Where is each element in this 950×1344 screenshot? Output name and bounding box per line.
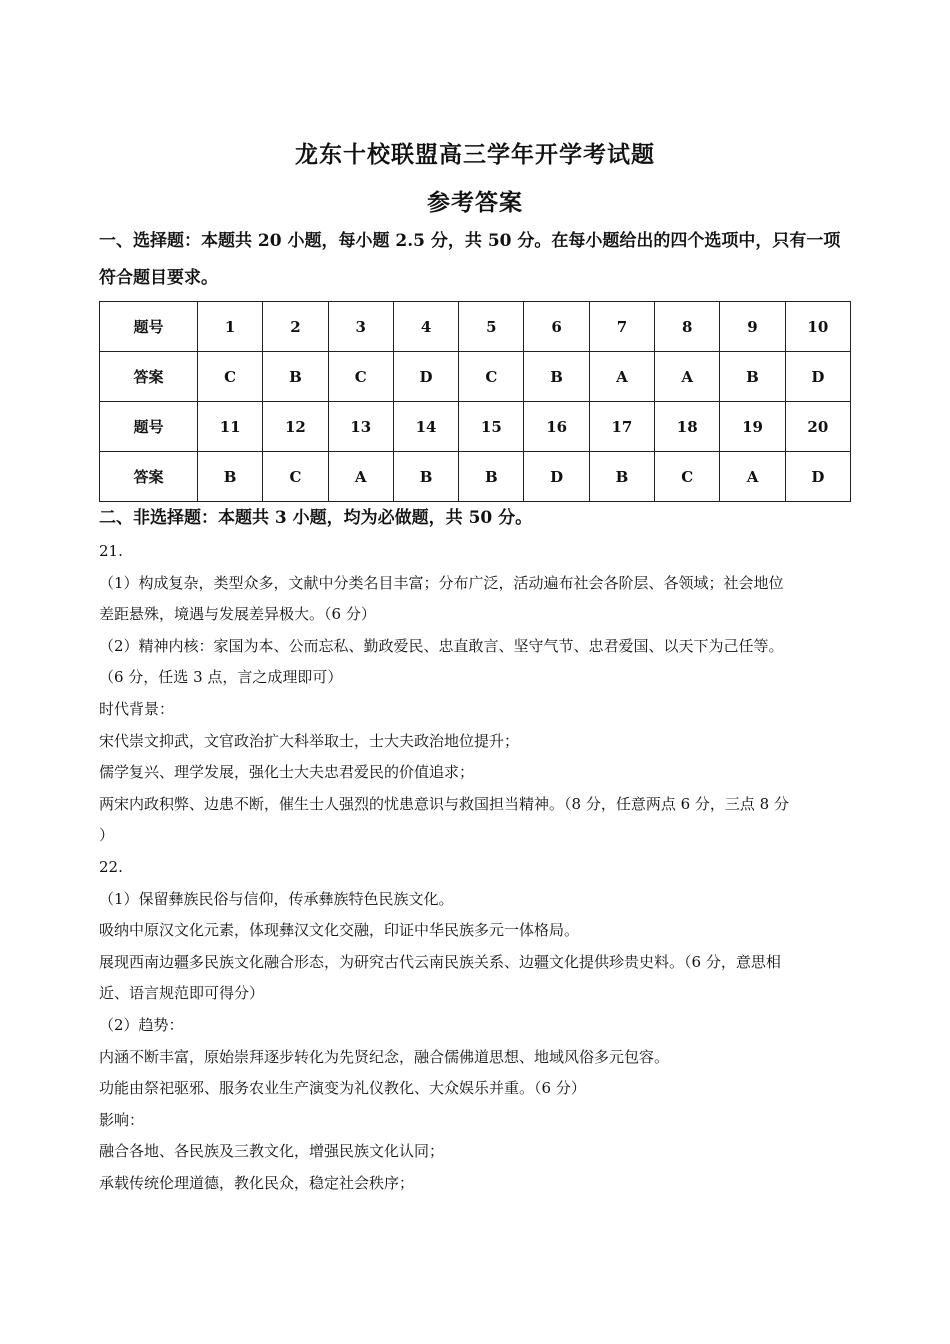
table-cell: B xyxy=(198,452,263,502)
table-cell: B xyxy=(720,352,785,402)
table-row xyxy=(100,302,851,352)
table-cell: D xyxy=(393,352,458,402)
table-cell: 10 xyxy=(785,302,850,352)
table-cell: 18 xyxy=(655,402,720,452)
table-cell: D xyxy=(785,452,850,502)
table-cell: 20 xyxy=(785,402,850,452)
text-line: 展现西南边疆多民族文化融合形态，为研究古代云南民族关系、边疆文化提供珍贵史料。（6 分，意思相 xyxy=(99,952,781,971)
answer-explanations xyxy=(99,536,854,1199)
table-cell: 8 xyxy=(655,302,720,352)
table-cell: 14 xyxy=(393,402,458,452)
table-cell: A xyxy=(328,452,393,502)
table-cell: 19 xyxy=(720,402,785,452)
table-cell: B xyxy=(589,452,654,502)
text-line: 承载传统伦理道德，教化民众，稳定社会秩序； xyxy=(99,1173,415,1192)
answer-table xyxy=(99,301,851,502)
table-row xyxy=(100,452,851,502)
text-line: （2）精神内核：家国为本、公而忘私、勤政爱民、忠直敢言、坚守气节、忠君爱国、以天下为己任等。 xyxy=(99,636,784,655)
table-cell: B xyxy=(393,452,458,502)
text-line: 21. xyxy=(99,542,123,560)
text-line: 影响： xyxy=(99,1110,145,1129)
table-cell: 2 xyxy=(263,302,328,352)
table-cell: 17 xyxy=(589,402,654,452)
text-line: ） xyxy=(99,826,115,845)
table-cell: C xyxy=(263,452,328,502)
table-cell: C xyxy=(328,352,393,402)
text-line: 功能由祭祀驱邪、服务农业生产演变为礼仪教化、大众娱乐并重。（6 分） xyxy=(99,1079,586,1098)
text-line: 儒学复兴、理学发展，强化士大夫忠君爱民的价值追求； xyxy=(99,763,475,782)
table-cell: 11 xyxy=(198,402,263,452)
table-cell: A xyxy=(655,352,720,402)
row-label: 答案 xyxy=(100,352,198,402)
table-cell: C xyxy=(655,452,720,502)
table-cell: C xyxy=(459,352,524,402)
table-cell: B xyxy=(459,452,524,502)
text-line: （1）保留彝族民俗与信仰，传承彝族特色民族文化。 xyxy=(99,889,454,908)
table-cell: 15 xyxy=(459,402,524,452)
text-line: （2）趋势： xyxy=(99,1015,184,1034)
table-cell: 13 xyxy=(328,402,393,452)
section-heading-nonchoice: 二、非选择题：本题共 3 小题，均为必做题，共 50 分。 xyxy=(99,508,533,528)
table-cell: 5 xyxy=(459,302,524,352)
text-line: （6 分，任选 3 点，言之成理即可） xyxy=(99,668,343,687)
section-heading-choice: 一、选择题：本题共 20 小题，每小题 2.5 分，共 50 分。在每小题给出的四个选项中，只有一项符合题目要求。 xyxy=(99,231,841,288)
table-row xyxy=(100,402,851,452)
row-label: 答案 xyxy=(100,452,198,502)
table-cell: 7 xyxy=(589,302,654,352)
table-cell: D xyxy=(785,352,850,402)
table-cell: 4 xyxy=(393,302,458,352)
table-cell: D xyxy=(524,452,589,502)
table-cell: A xyxy=(720,452,785,502)
text-line: 宋代崇文抑武，文官政治扩大科举取士，士大夫政治地位提升； xyxy=(99,731,520,750)
table-cell: 16 xyxy=(524,402,589,452)
page-title: 龙东十校联盟高三学年开学考试题 xyxy=(295,141,655,168)
table-cell: C xyxy=(198,352,263,402)
table-cell: 3 xyxy=(328,302,393,352)
table-cell: B xyxy=(263,352,328,402)
text-line: （1）构成复杂，类型众多，文献中分类名目丰富；分布广泛，活动遍布社会各阶层、各领域；社会地位 xyxy=(99,573,784,592)
page-subtitle: 参考答案 xyxy=(427,189,523,216)
table-cell: 6 xyxy=(524,302,589,352)
text-line: 时代背景： xyxy=(99,699,175,718)
text-line: 22. xyxy=(99,857,123,876)
text-line: 近、语言规范即可得分） xyxy=(99,984,265,1003)
table-cell: 1 xyxy=(198,302,263,352)
table-cell: B xyxy=(524,352,589,402)
row-label: 题号 xyxy=(100,302,198,352)
text-line: 两宋内政积弊、边患不断，催生士人强烈的忧患意识与救国担当精神。（8 分，任意两点 6 分，三点 8 分 xyxy=(99,794,789,813)
table-cell: A xyxy=(589,352,654,402)
text-line: 差距悬殊，境遇与发展差异极大。（6 分） xyxy=(99,605,376,624)
row-label: 题号 xyxy=(100,402,198,452)
table-row xyxy=(100,352,851,402)
text-line: 吸纳中原汉文化元素，体现彝汉文化交融，印证中华民族多元一体格局。 xyxy=(99,921,580,940)
text-line: 融合各地、各民族及三教文化，增强民族文化认同； xyxy=(99,1142,445,1161)
table-cell: 9 xyxy=(720,302,785,352)
table-cell: 12 xyxy=(263,402,328,452)
text-line: 内涵不断丰富，原始崇拜逐步转化为先贤纪念，融合儒佛道思想、地域风俗多元包容。 xyxy=(99,1047,670,1066)
